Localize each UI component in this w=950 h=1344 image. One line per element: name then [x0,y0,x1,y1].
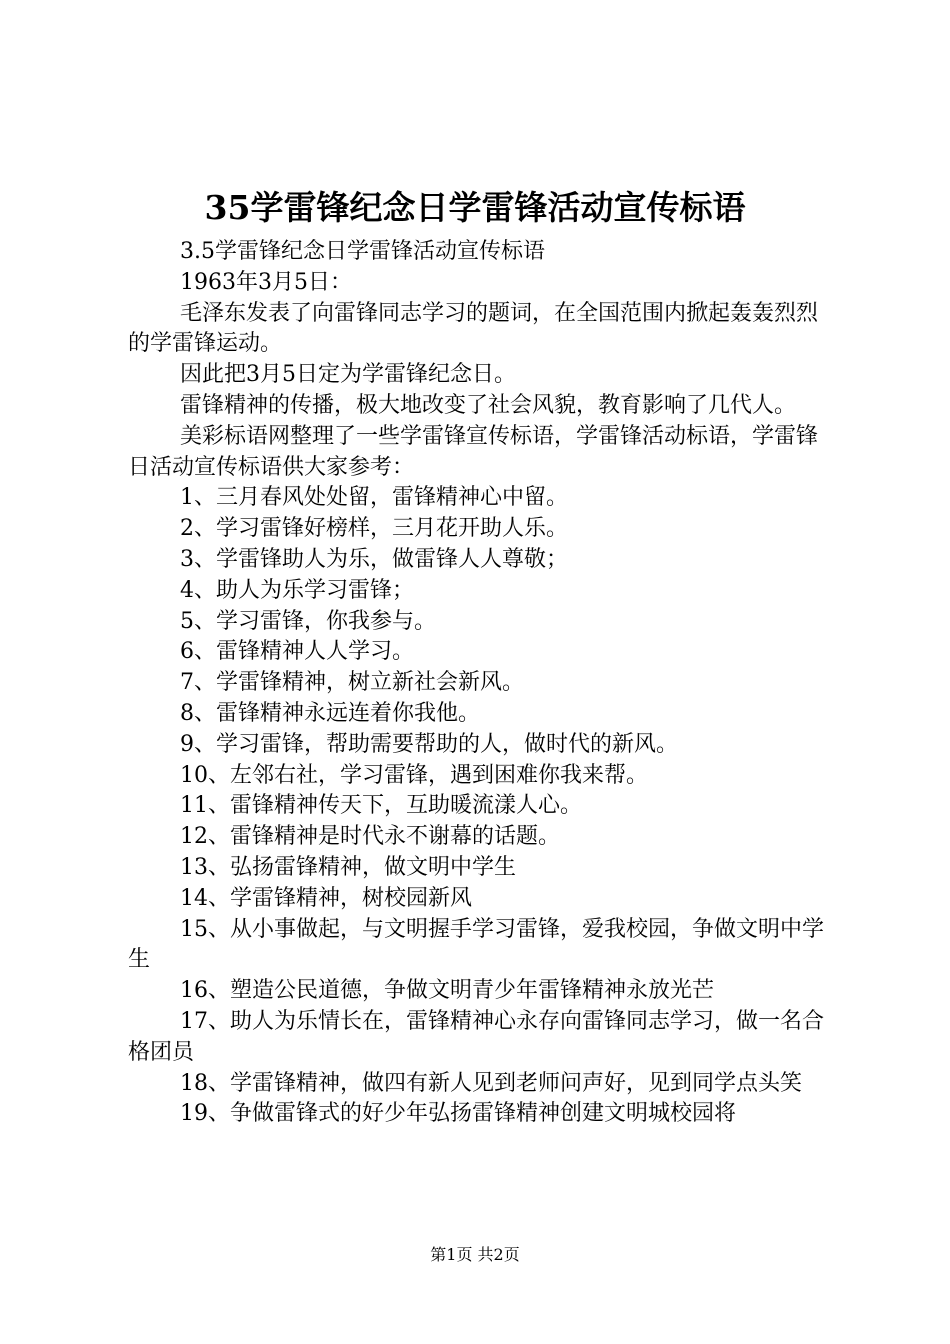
paragraph: 毛泽东发表了向雷锋同志学习的题词，在全国范围内掀起轰轰烈烈的学雷锋运动。 [128,300,819,357]
page-footer: 第1页 共2页 [430,1245,520,1264]
slogan-item: 19、争做雷锋式的好少年弘扬雷锋精神创建文明城校园将 [180,1101,736,1127]
slogan-item: 14、学雷锋精神，树校园新风 [180,885,472,911]
slogan-item: 18、学雷锋精神，做四有新人见到老师问声好，见到同学点头笑 [180,1070,802,1096]
slogan-item: 10、左邻右社，学习雷锋，遇到困难你我来帮。 [180,762,648,788]
slogan-item: 1、三月春风处处留，雷锋精神心中留。 [180,485,568,511]
slogan-item: 11、雷锋精神传天下，互助暖流漾人心。 [180,793,582,819]
slogan-item: 15、从小事做起，与文明握手学习雷锋，爱我校园，争做文明中学生 [128,916,824,973]
slogan-item: 8、雷锋精神永远连着你我他。 [180,700,480,726]
slogan-item: 13、弘扬雷锋精神，做文明中学生 [180,854,516,880]
slogan-item: 17、助人为乐情长在，雷锋精神心永存向雷锋同志学习，做一名合格团员 [128,1008,824,1065]
document-title: 35学雷锋纪念日学雷锋活动宣传标语 [204,188,746,227]
slogan-item: 2、学习雷锋好榜样，三月花开助人乐。 [180,516,568,542]
slogan-item: 7、学雷锋精神，树立新社会新风。 [180,670,524,696]
slogan-item: 16、塑造公民道德，争做文明青少年雷锋精神永放光芒 [180,978,714,1004]
paragraph: 美彩标语网整理了一些学雷锋宣传标语，学雷锋活动标语，学雷锋日活动宣传标语供大家参考： [128,423,819,480]
paragraph: 因此把3月5日定为学雷锋纪念日。 [180,362,516,388]
paragraph: 3.5学雷锋纪念日学雷锋活动宣传标语 [180,239,545,264]
slogan-item: 6、雷锋精神人人学习。 [180,639,414,665]
slogan-item: 12、雷锋精神是时代永不谢幕的话题。 [180,824,560,850]
slogan-item: 9、学习雷锋，帮助需要帮助的人，做时代的新风。 [180,731,678,757]
slogan-item: 5、学习雷锋，你我参与。 [180,608,436,634]
paragraph: 雷锋精神的传播，极大地改变了社会风貌，教育影响了几代人。 [180,392,797,418]
slogan-item: 4、助人为乐学习雷锋； [180,577,414,603]
slogan-item: 3、学雷锋助人为乐，做雷锋人人尊敬； [180,546,568,572]
document-body [128,237,838,1130]
paragraph: 1963年3月5日： [180,269,352,295]
